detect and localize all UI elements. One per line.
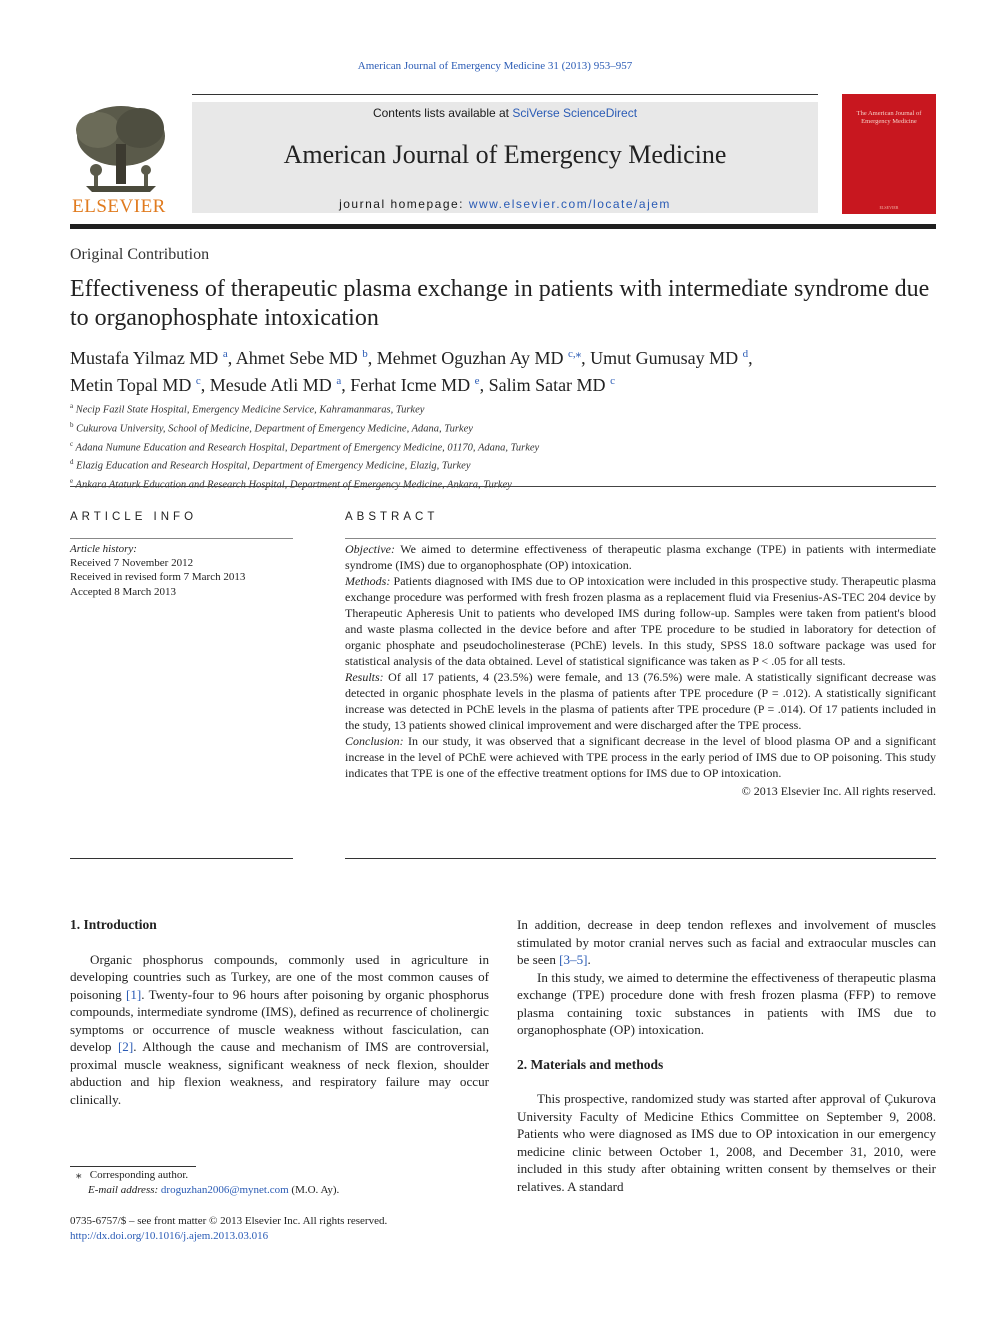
abstract-rule: [345, 538, 936, 539]
author-separator: ,: [581, 348, 591, 368]
abstract-methods: Methods: Patients diagnosed with IMS due to OP intoxication were included in this prospective study. Therapeutic plasma exchange procedure was performed with fresh frozen plasma as a replacement fluid via Fresenius-AS-TEC 204 device by Therapeutic Apheresis Unit to patients who developed IMS during follow-up. Samples were taken from patient's blood and waste plasma collected in the device before and after TPE procedure to be studied in laboratory for detection of organic phosphate and pseudocholinesterase (PChE) levels. In this study, SPSS 18.0 software package was used for statistical analysis of the data obtained. Level of statistical significance was taken as P < .05 for all tests.: [345, 574, 936, 668]
body-left-column: [70, 916, 489, 1108]
abstract-objective: Objective: We aimed to determine effectiveness of therapeutic plasma exchange (TPE) in patients with intermediate syndrome (IMS) due to organophosphate (OP) intoxication.: [345, 542, 936, 572]
revised-date: Received in revised form 7 March 2013: [70, 571, 246, 584]
introduction-heading: 1. Introduction: [70, 917, 157, 932]
article-history: [70, 542, 293, 599]
doi-link[interactable]: http://dx.doi.org/10.1016/j.ajem.2013.03.016: [70, 1230, 269, 1242]
affiliation-item: [70, 455, 930, 474]
author-separator: ,: [479, 375, 489, 395]
methods-paragraph: This prospective, randomized study was started after approval of Çukurova University Faculty of Medicine Ethics Committee on September 9, 2008. Patients who were diagnosed as IMS due to OP intoxication in our emergency medicine clinic between October 1, 2008, and December 31, 2010, were included in this study after obtaining written consent by themselves or their relatives. A standard: [517, 1091, 936, 1194]
issn-line: 0735-6757/$ – see front matter © 2013 Elsevier Inc. All rights reserved.: [70, 1215, 388, 1227]
footnote-mark: ⁎: [76, 1169, 82, 1181]
article-info-heading: ARTICLE INFO: [70, 511, 198, 523]
abstract-body: [345, 541, 936, 799]
author-name[interactable]: Mesude Atli MD: [209, 375, 337, 395]
author-affiliation-marker[interactable]: e: [474, 375, 480, 387]
footnote-rule: [70, 1166, 196, 1167]
page-footer: [70, 1214, 570, 1244]
affiliation-key: b: [70, 420, 74, 429]
affiliation-item: [70, 437, 930, 456]
article-info-rule: [70, 538, 293, 539]
abstract-divider: [70, 486, 936, 487]
author-separator: ,: [227, 348, 236, 368]
author-affiliation-marker[interactable]: c,⁎: [568, 348, 582, 360]
history-label: Article history:: [70, 543, 137, 555]
cover-footer: ELSEVIER: [879, 205, 899, 210]
journal-homepage: [192, 197, 818, 211]
contents-line: [192, 106, 818, 120]
affiliation-key: a: [70, 402, 74, 410]
contents-prefix: Contents lists available at: [372, 106, 513, 120]
affiliation-key: c: [70, 439, 74, 448]
author-affiliation-marker[interactable]: c: [610, 375, 615, 387]
journal-citation[interactable]: American Journal of Emergency Medicine 31 (2013) 953–957: [357, 60, 633, 72]
abstract-copyright: © 2013 Elsevier Inc. All rights reserved.: [741, 784, 936, 798]
reference-link-1[interactable]: [1]: [125, 986, 142, 1002]
author-affiliation-marker[interactable]: a: [336, 375, 342, 387]
author-name[interactable]: Ferhat Icme MD: [350, 375, 475, 395]
author-name[interactable]: Mehmet Oguzhan Ay MD: [376, 348, 569, 368]
author-affiliation-marker[interactable]: b: [362, 348, 368, 360]
homepage-prefix: journal homepage:: [339, 197, 469, 211]
homepage-link[interactable]: www.elsevier.com/locate/ajem: [468, 197, 671, 211]
author-separator: ,: [748, 348, 753, 368]
author-affiliation-marker[interactable]: c: [195, 375, 201, 387]
author-name[interactable]: Salim Satar MD: [488, 375, 611, 395]
reference-link-2[interactable]: [2]: [117, 1039, 134, 1054]
affiliation-text: Elazig Education and Research Hospital, Department of Emergency Medicine, Elazig, Turkey: [73, 460, 471, 472]
introduction-continued: In addition, decrease in deep tendon reflexes and involvement of muscles stimulated by motor cranial nerves such as facial and extraocular muscles can be seen [3–5].: [517, 917, 936, 967]
affiliations: [70, 399, 930, 493]
abstract-conclusion: Conclusion: In our study, it was observed that a significant decrease in the level of blood plasma OP and a significant increase in the level of PChE were achieved with TPE process in the early period of IMS due to OP poisoning. This study indicates that TPE is one of the effective treatment options for IMS due to OP intoxication.: [345, 734, 936, 780]
body-right-column: [517, 916, 936, 1195]
affiliation-item: [70, 399, 930, 418]
author-separator: ,: [200, 375, 210, 395]
methods-heading: 2. Materials and methods: [517, 1056, 664, 1072]
author-name[interactable]: Metin Topal MD: [70, 375, 196, 395]
email-suffix: (M.O. Ay).: [288, 1184, 340, 1196]
introduction-paragraph: Organic phosphorus compounds, commonly used in agriculture in developing countries such as Turkey, are one of the most common causes of poisoning [1]. Twenty-four to 96 hours after poisoning by organic phosphorus compounds, intermediate syndrome (IMS), defined as recurrence of cholinergic symptoms or occurrence of muscle weakness without fasciculation, can develop [2]. Although the cause and mechanism of IMS are controversial, proximal muscle weakness, significant weakness of neck flexion, shoulder abduction and hip flexion weakness, and respiratory failure may occur clinically.: [70, 951, 489, 1107]
affiliation-key: d: [70, 458, 74, 467]
publisher-wordmark: ELSEVIER: [72, 196, 166, 217]
header-divider: [192, 94, 818, 95]
sciencedirect-link[interactable]: SciVerse ScienceDirect: [512, 106, 638, 120]
abstract-end-rule: [345, 858, 936, 859]
affiliation-text: Necip Fazil State Hospital, Emergency Medicine Service, Kahramanmaras, Turkey: [73, 404, 425, 416]
affiliation-text: Cukurova University, School of Medicine, Department of Emergency Medicine, Adana, Turkey: [73, 423, 473, 435]
article-type: Original Contribution: [70, 246, 210, 263]
affiliation-text: Adana Numune Education and Research Hospital, Department of Emergency Medicine, 01170, Adana, Turkey: [73, 442, 540, 454]
author-affiliation-marker[interactable]: d: [742, 348, 749, 360]
accepted-date: Accepted 8 March 2013: [70, 585, 176, 598]
aim-paragraph: In this study, we aimed to determine the effectiveness of therapeutic plasma exchange (TPE) procedure done with fresh frozen plasma (FFP) to remove plasma containing toxic substances in patients with IMS due to organophosphate (OP) intoxication.: [517, 969, 936, 1037]
abstract-heading: ABSTRACT: [345, 511, 439, 523]
author-separator: ,: [367, 348, 377, 368]
journal-title: American Journal of Emergency Medicine: [283, 140, 727, 169]
affiliation-item: [70, 474, 930, 493]
author-email-link[interactable]: droguzhan2006@mynet.com: [160, 1184, 289, 1196]
reference-link-3-5[interactable]: [3–5]: [559, 952, 588, 967]
author-name[interactable]: Mustafa Yilmaz MD: [70, 348, 223, 368]
affiliation-item: [70, 418, 930, 437]
author-name[interactable]: Ahmet Sebe MD: [235, 348, 363, 368]
author-list: [70, 343, 930, 397]
info-end-rule: [70, 858, 293, 859]
header-rule: [70, 224, 936, 229]
affiliation-key: e: [70, 477, 74, 486]
corresponding-author-note: [76, 1168, 496, 1198]
corresponding-label: Corresponding author.: [89, 1169, 189, 1181]
abstract-results: Results: Of all 17 patients, 4 (23.5%) were female, and 13 (76.5%) were male. A statistically significant decrease was detected in organic phosphate levels in the plasma of patients after TPE procedure (P = .012). A statistically significant increase was detected in PChE levels in the plasma of patients after TPE procedure (P = .014). Of 17 patients included in the study, 13 patients showed clinical improvement and were discharged after the TPE process.: [345, 670, 936, 732]
cover-title: The American Journal of Emergency Medicine: [856, 110, 922, 125]
received-date: Received 7 November 2012: [70, 557, 194, 570]
article-title: Effectiveness of therapeutic plasma exchange in patients with intermediate syndrome due to organophosphate intoxication: [70, 276, 930, 331]
author-separator: ,: [341, 375, 351, 395]
email-label: E-mail address:: [88, 1184, 159, 1196]
author-name[interactable]: Umut Gumusay MD: [590, 348, 743, 368]
author-affiliation-marker[interactable]: a: [222, 348, 228, 360]
